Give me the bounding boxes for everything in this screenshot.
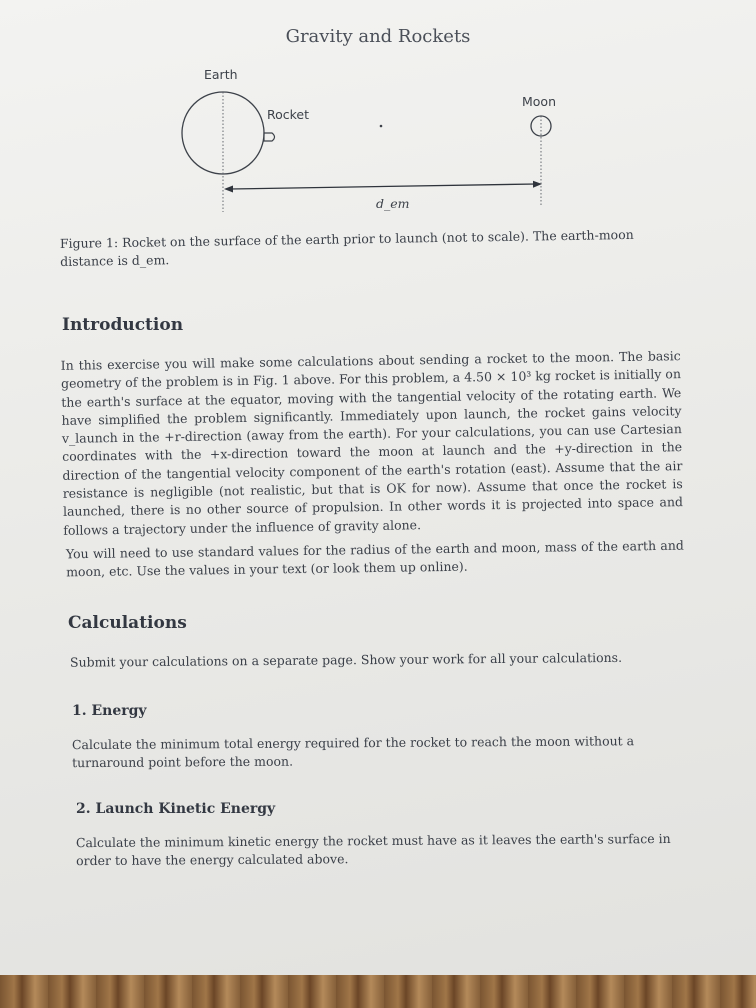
rocket-shape xyxy=(264,133,275,141)
distance-arrow-line xyxy=(230,184,536,189)
earth-circle xyxy=(182,92,264,174)
earth-label: Earth xyxy=(204,67,238,82)
midpoint-dot xyxy=(380,125,383,128)
introduction-heading: Introduction xyxy=(62,315,184,335)
distance-label: d_em xyxy=(376,196,410,211)
rocket-label: Rocket xyxy=(267,107,310,122)
arrow-head-left xyxy=(224,186,233,193)
introduction-paragraph-1: In this exercise you will make some calculations about sending a rocket to the moon. The basic geometry of the problem is in Fig. 1 above. For this problem, a 4.50 × 10³ kg rocket is initially on the earth's surface at the equator, moving with the tangential velocity of the rotating earth. We have simplified the problem significantly. Immediately upon launch, the rocket gains velocity v_launch in the +r-direction (away from the earth). For your calculations, you can use Cartesian coordinates with the +x-direction toward the moon at launch and the +y-direction in the direction of the tangential velocity component of the earth's rotation (east). Assume that the air resistance is negligible (not realistic, but that is OK for now). Assume that once the rocket is launched, there is no other source of propulsion. In other words it is projected into space and follows a trajectory under the influence of gravity alone. xyxy=(60,348,684,538)
question-2-heading: 2. Launch Kinetic Energy xyxy=(76,801,276,817)
wooden-surface xyxy=(0,975,756,1008)
page-title: Gravity and Rockets xyxy=(285,26,471,47)
calculations-intro: Submit your calculations on a separate page. Show your work for all your calculations. xyxy=(69,649,623,670)
moon-label: Moon xyxy=(522,94,557,109)
moon-circle xyxy=(531,116,551,136)
question-2-text: Calculate the minimum kinetic energy the rocket must have as it leaves the earth's surface in order to have the energy calculated above. xyxy=(75,830,671,869)
calculations-heading: Calculations xyxy=(68,613,187,633)
introduction-paragraph-2: You will need to use standard values for the radius of the earth and moon, mass of the earth and moon, etc. Use the values in your text (or look them up online). xyxy=(65,537,684,580)
figure-caption: Figure 1: Rocket on the surface of the earth prior to launch (not to scale). The earth-moon distance is d_em. xyxy=(59,226,634,269)
question-1-text: Calculate the minimum total energy required for the rocket to reach the moon without a turnaround point before the moon. xyxy=(71,733,635,771)
question-1-heading: 1. Energy xyxy=(72,703,147,719)
